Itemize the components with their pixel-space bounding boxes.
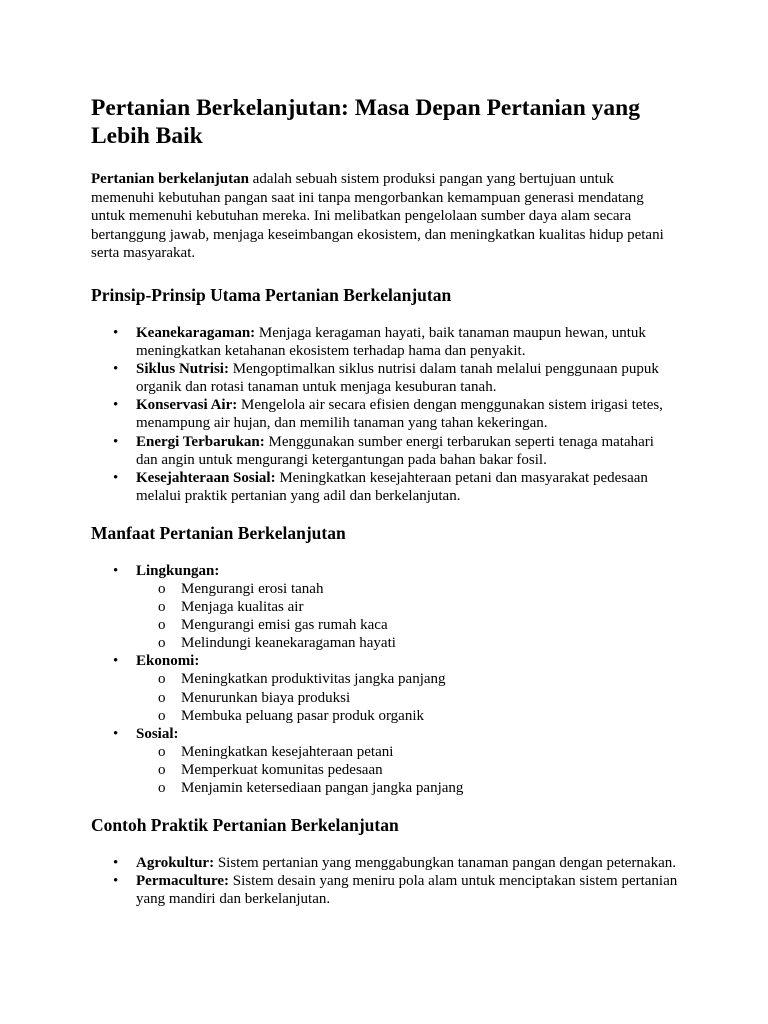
list-item [91,469,678,505]
list-item-term: Siklus Nutrisi: [136,361,229,378]
list-item [91,854,678,872]
intro-text: adalah sebuah sistem produksi pangan yang bertujuan untuk memenuhi kebutuhan pangan saat ini tanpa mengorbankan kemampuan generasi mendatang untuk memenuhi kebutuhan mereka. Ini melibatkan pengelolaan sumber daya alam secara bertanggung jawab, menjaga keseimbangan ekosistem, dan meningkatkan kualitas hidup petani serta masyarakat. [91,171,664,262]
benefits-heading: Manfaat Pertanian Berkelanjutan [91,522,346,543]
sub-list-item: o Mengurangi emisi gas rumah kaca [136,616,678,634]
list-item-text: Meningkatkan kesejahteraan petani dan masyarakat pedesaan melalui praktik pertanian yang adil dan berkelanjutan. [136,469,648,504]
examples-heading: Contoh Praktik Pertanian Berkelanjutan [91,815,399,836]
benefit-sublist [136,743,678,797]
list-item-text: Mengoptimalkan siklus nutrisi dalam tanah melalui penggunaan pupuk organik dan rotasi tanaman untuk menjaga kesuburan tanah. [136,361,659,396]
sub-list-item: o Meningkatkan produktivitas jangka panjang [136,670,678,688]
benefit-group-label: Sosial: [136,725,179,742]
list-item [91,396,678,432]
page-title: Pertanian Berkelanjutan: Masa Depan Pertanian yang Lebih Baik [91,95,640,149]
sub-list-item: o Melindungi keanekaragaman hayati [136,634,678,652]
list-item-term: Konservasi Air: [136,397,238,414]
benefit-group [91,562,678,652]
list-item-text: Sistem pertanian yang menggabungkan tanaman pangan dengan peternakan. [214,855,676,872]
examples-list [91,854,678,908]
list-item-term: Agrokultur: [136,855,215,872]
list-item [91,433,678,469]
intro-paragraph [91,170,678,263]
sub-list-item: o Mengurangi erosi tanah [136,580,678,598]
sub-list-item: o Membuka peluang pasar produk organik [136,707,678,725]
list-item-text: Mengelola air secara efisien dengan menggunakan sistem irigasi tetes, menampung air hujan, dan memilih tanaman yang tahan kekeringan. [136,397,663,432]
benefit-group [91,725,678,797]
intro-term: Pertanian berkelanjutan [91,171,249,187]
sub-list-item: o Meningkatkan kesejahteraan petani [136,743,678,761]
sub-list-item: o Menjaga kualitas air [136,598,678,616]
list-item [91,360,678,396]
sub-list-item: o Memperkuat komunitas pedesaan [136,761,678,779]
sub-list-item: o Menurunkan biaya produksi [136,689,678,707]
list-item [91,872,678,908]
principles-list [91,324,678,505]
list-item [91,324,678,360]
list-item-text: Menjaga keragaman hayati, baik tanaman maupun hewan, untuk meningkatkan ketahanan ekosistem terhadap hama dan penyakit. [136,324,646,360]
benefit-sublist [136,580,678,652]
list-item-text: Sistem desain yang meniru pola alam untuk menciptakan sistem pertanian yang mandiri dan berkelanjutan. [136,873,678,908]
principles-heading: Prinsip-Prinsip Utama Pertanian Berkelanjutan [91,284,452,305]
list-item-term: Kesejahteraan Sosial: [136,469,276,486]
list-item-term: Keanekaragaman: [136,324,256,341]
list-item-term: Permaculture: [136,873,230,890]
benefit-group-label: Ekonomi: [136,653,200,670]
benefit-group-label: Lingkungan: [136,562,220,579]
benefit-group [91,652,678,724]
benefit-sublist [136,670,678,724]
benefits-list [91,562,678,797]
list-item-term: Energi Terbarukan: [136,433,265,450]
sub-list-item: o Menjamin ketersediaan pangan jangka panjang [136,779,678,797]
list-item-text: Menggunakan sumber energi terbarukan seperti tenaga matahari dan angin untuk mengurangi ketergantungan pada bahan bakar fosil. [136,433,654,468]
